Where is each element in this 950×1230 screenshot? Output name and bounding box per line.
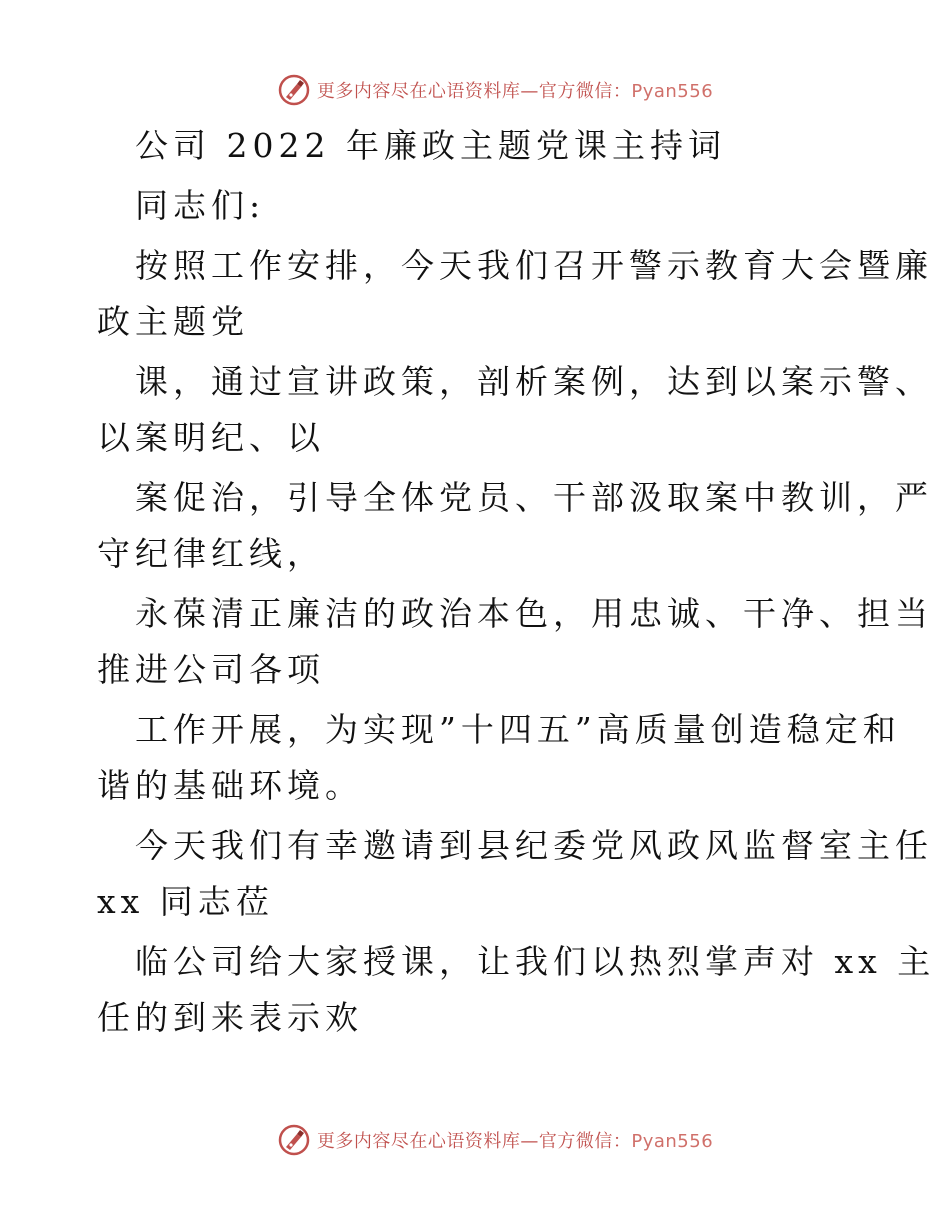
text-line: 谐的基础环境。 (97, 766, 363, 805)
watermark-wechat-id: Pyan556 (631, 81, 714, 102)
watermark-group (277, 73, 713, 107)
text-line: 永葆清正廉洁的政治本色，用忠诚、干净、担当 (135, 594, 933, 633)
text-line: 按照工作安排，今天我们召开警示教育大会暨廉 (135, 246, 933, 285)
text-line: 任的到来表示欢 (97, 998, 363, 1037)
greeting: 同志们: (135, 186, 266, 225)
watermark-wechat-id: Pyan556 (631, 1131, 714, 1152)
watermark-label: 更多内容尽在心语资料库—官方微信： (316, 1131, 632, 1152)
document-title: 公司 2022 年廉政主题党课主持词 (135, 126, 726, 165)
watermark-footer (0, 1120, 950, 1160)
text-line: 政主题党 (97, 302, 249, 341)
text-line: 课，通过宣讲政策，剖析案例，达到以案示警、 (135, 362, 933, 401)
text-line: 推进公司各项 (97, 650, 325, 689)
text-line: 今天我们有幸邀请到县纪委党风政风监督室主任 (135, 826, 933, 865)
watermark-header (0, 70, 950, 110)
text-line: 工作开展，为实现”十四五”高质量创造稳定和 (135, 710, 901, 749)
text-line: 以案明纪、以 (97, 418, 325, 457)
text-line: xx 同志莅 (97, 882, 274, 921)
watermark-group (277, 1123, 713, 1157)
text-line: 守纪律红线， (97, 534, 325, 573)
pen-nib-circle-icon (277, 1123, 311, 1157)
text-line: 案促治，引导全体党员、干部汲取案中教训，严 (135, 478, 933, 517)
text-line: 临公司给大家授课，让我们以热烈掌声对 xx 主 (135, 942, 936, 981)
watermark-text (317, 1127, 713, 1153)
pen-nib-circle-icon (277, 73, 311, 107)
watermark-label: 更多内容尽在心语资料库—官方微信： (316, 81, 632, 102)
watermark-text (317, 77, 713, 103)
